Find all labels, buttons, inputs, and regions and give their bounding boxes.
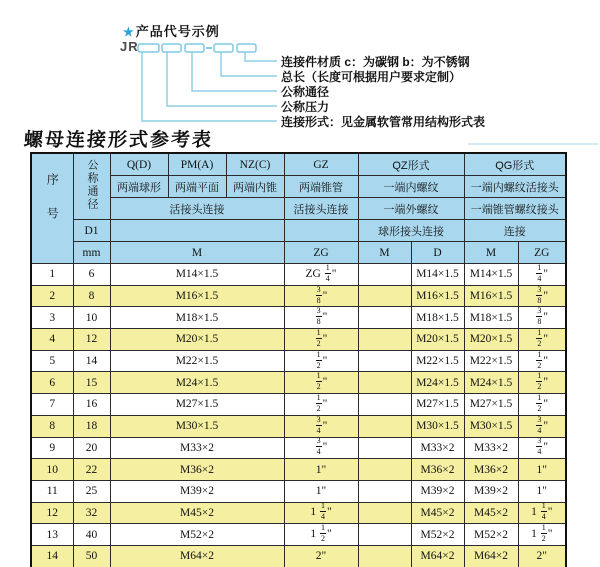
header-seq-label: 序号 xyxy=(45,173,60,241)
cell-m-thread: M14×1.5 xyxy=(110,264,284,286)
cell-dn: 25 xyxy=(73,480,110,502)
cell-gz-zg: $\frac{1}{2}$ " xyxy=(284,350,358,372)
cell-gz-zg: $\frac{1}{2}$ " xyxy=(284,372,358,394)
cell-qz-d: M22×1.5 xyxy=(411,350,464,372)
header-row-1 xyxy=(31,153,566,176)
fraction: $\frac{3}{4}$ xyxy=(537,437,542,457)
fraction: $\frac{3}{8}$ xyxy=(537,285,542,305)
cell-seq: 13 xyxy=(31,524,73,546)
fraction: $\frac{1}{4}$ xyxy=(320,502,325,522)
header-qg-r2: 一端内螺纹活接头 xyxy=(464,176,566,198)
fraction: $\frac{3}{4}$ xyxy=(537,415,542,435)
cell-m-thread: M16×1.5 xyxy=(110,285,284,307)
cell-qz-m xyxy=(358,394,411,416)
cell-qg-zg: $\frac{1}{4}$ " xyxy=(518,264,566,286)
cell-gz-zg: $\frac{1}{2}$ " xyxy=(284,329,358,351)
header-pm-code: PM(A) xyxy=(168,153,226,176)
cell-qz-d: M33×2 xyxy=(411,437,464,459)
header-qg-zg: ZG xyxy=(518,242,566,264)
cell-seq: 10 xyxy=(31,459,73,481)
table-row xyxy=(31,329,566,351)
cell-qg-zg: $\frac{3}{4}$ " xyxy=(518,415,566,437)
cell-qg-zg: 1" xyxy=(518,480,566,502)
cell-seq: 6 xyxy=(31,372,73,394)
cell-m-thread: M30×1.5 xyxy=(110,415,284,437)
header-qz-d: D xyxy=(411,242,464,264)
header-qg-r4: 连接 xyxy=(464,220,566,242)
fraction: $\frac{1}{2}$ xyxy=(316,371,321,392)
table-row xyxy=(31,394,566,416)
fraction: $\frac{1}{4}$ xyxy=(325,263,330,283)
cell-m-thread: M18×1.5 xyxy=(110,307,284,329)
diagram-heading xyxy=(123,21,220,40)
fraction: $\frac{3}{4}$ xyxy=(316,437,321,457)
cell-seq: 9 xyxy=(31,437,73,459)
cell-m-thread: M33×2 xyxy=(110,437,284,459)
header-zg-unit: ZG xyxy=(284,242,358,264)
cell-dn: 32 xyxy=(73,502,110,524)
cell-qg-zg: $\frac{3}{8}$ " xyxy=(518,285,566,307)
fraction: $\frac{1}{2}$ xyxy=(316,393,321,413)
cell-qg-m: M27×1.5 xyxy=(464,394,518,416)
cell-qg-zg: 1 $\frac{1}{2}$ " xyxy=(518,524,566,546)
leader-lines xyxy=(142,52,277,121)
cell-qg-zg: $\frac{1}{2}$ " xyxy=(518,329,566,351)
cell-qg-m: M22×1.5 xyxy=(464,350,518,372)
fraction: $\frac{1}{2}$ xyxy=(537,393,542,413)
cell-seq: 11 xyxy=(31,480,73,502)
cell-qz-m xyxy=(358,350,411,372)
cell-qz-d: M27×1.5 xyxy=(411,394,464,416)
header-nz-sub: 两端内锥 xyxy=(226,176,284,198)
table-row xyxy=(31,524,566,546)
nut-connection-reference-table xyxy=(30,152,567,567)
cell-qz-m xyxy=(358,502,411,524)
header-qz-code: QZ形式 xyxy=(358,153,464,176)
fraction: $\frac{1}{2}$ xyxy=(537,371,542,392)
cell-qg-m: M45×2 xyxy=(464,502,518,524)
table-header xyxy=(31,153,566,264)
cell-qz-d: M24×1.5 xyxy=(411,372,464,394)
cell-gz-zg: $\frac{3}{8}$ " xyxy=(284,307,358,329)
cell-qz-d: M30×1.5 xyxy=(411,415,464,437)
header-row-5 xyxy=(31,242,566,264)
fraction: $\frac{1}{2}$ xyxy=(541,523,546,544)
cell-qg-m: M33×2 xyxy=(464,437,518,459)
code-box-3 xyxy=(185,44,204,52)
fraction: $\frac{1}{4}$ xyxy=(541,502,546,522)
header-gz-sub: 两端锥管 xyxy=(284,176,358,198)
cell-qz-m xyxy=(358,459,411,481)
cell-seq: 8 xyxy=(31,415,73,437)
cell-m-thread: M64×2 xyxy=(110,545,284,567)
cell-qz-m xyxy=(358,545,411,567)
table-row xyxy=(31,415,566,437)
code-box-2 xyxy=(162,44,181,52)
cell-qg-zg: $\frac{1}{2}$ " xyxy=(518,372,566,394)
cell-seq: 3 xyxy=(31,307,73,329)
cell-dn: 50 xyxy=(73,545,110,567)
table-row xyxy=(31,350,566,372)
cell-gz-zg: $\frac{3}{4}$ " xyxy=(284,437,358,459)
cell-m-thread: M36×2 xyxy=(110,459,284,481)
fraction: $\frac{3}{8}$ xyxy=(537,306,542,327)
header-gz-union: 活接头连接 xyxy=(284,198,358,220)
header-empty-2 xyxy=(284,220,358,242)
cell-qz-m xyxy=(358,307,411,329)
diagram-heading-text: 产品代号示例 xyxy=(135,24,220,39)
cell-gz-zg: 1 $\frac{1}{2}$ " xyxy=(284,524,358,546)
table-row xyxy=(31,285,566,307)
cell-qg-zg: $\frac{3}{4}$ " xyxy=(518,437,566,459)
cell-qg-m: M64×2 xyxy=(464,545,518,567)
cell-seq: 1 xyxy=(31,264,73,286)
fraction: $\frac{3}{8}$ xyxy=(316,285,321,305)
label-total-length: 总长（长度可根据用户要求定制） xyxy=(281,70,462,84)
cell-qg-zg: $\frac{1}{2}$ " xyxy=(518,394,566,416)
cell-qz-d: M52×2 xyxy=(411,524,464,546)
cell-dn: 20 xyxy=(73,437,110,459)
cell-gz-zg: 1" xyxy=(284,459,358,481)
cell-qz-m xyxy=(358,524,411,546)
code-box-1 xyxy=(138,44,159,52)
header-mm: mm xyxy=(73,242,110,264)
cell-gz-zg: $\frac{3}{8}$ " xyxy=(284,285,358,307)
cell-gz-zg: 2" xyxy=(284,545,358,567)
header-union3: 活接头连接 xyxy=(110,198,284,220)
header-qz-r4: 球形接头连接 xyxy=(358,220,464,242)
cell-dn: 18 xyxy=(73,415,110,437)
cell-gz-zg: 1" xyxy=(284,480,358,502)
cell-qz-m xyxy=(358,415,411,437)
cell-seq: 5 xyxy=(31,350,73,372)
leader-line-material xyxy=(245,52,277,61)
header-gz-code: GZ xyxy=(284,153,358,176)
table-row xyxy=(31,307,566,329)
header-dn-label: 公称通径 xyxy=(86,159,98,211)
label-nominal-diameter: 公称通径 xyxy=(281,85,330,99)
cell-seq: 7 xyxy=(31,394,73,416)
cell-qg-m: M20×1.5 xyxy=(464,329,518,351)
table-row xyxy=(31,502,566,524)
header-row-2 xyxy=(31,176,566,198)
cell-dn: 10 xyxy=(73,307,110,329)
fraction: $\frac{3}{4}$ xyxy=(316,415,321,435)
cell-qz-m xyxy=(358,480,411,502)
header-pm-sub: 两端平面 xyxy=(168,176,226,198)
header-qg-r3: 一端锥管螺纹接头 xyxy=(464,198,566,220)
cell-seq: 2 xyxy=(31,285,73,307)
cell-qg-m: M16×1.5 xyxy=(464,285,518,307)
cell-qg-m: M30×1.5 xyxy=(464,415,518,437)
cell-qz-d: M36×2 xyxy=(411,459,464,481)
cell-m-thread: M27×1.5 xyxy=(110,394,284,416)
cell-qz-d: M16×1.5 xyxy=(411,285,464,307)
cell-qg-m: M52×2 xyxy=(464,524,518,546)
cell-qz-d: M39×2 xyxy=(411,480,464,502)
star-icon: ★ xyxy=(123,25,135,39)
cell-qz-m xyxy=(358,285,411,307)
label-nominal-pressure: 公称压力 xyxy=(281,100,330,114)
table-row xyxy=(31,372,566,394)
cell-qg-m: M39×2 xyxy=(464,480,518,502)
code-boxes xyxy=(138,44,256,52)
header-seq xyxy=(31,153,73,264)
cell-qz-m xyxy=(358,264,411,286)
table-body xyxy=(31,264,566,567)
leader-line-length xyxy=(221,52,277,76)
cell-gz-zg: $\frac{1}{2}$ " xyxy=(284,394,358,416)
cell-qg-m: M36×2 xyxy=(464,459,518,481)
header-row-4 xyxy=(31,220,566,242)
cell-qg-zg: 1" xyxy=(518,459,566,481)
fraction: $\frac{1}{2}$ xyxy=(316,328,321,348)
cell-gz-zg: ZG $\frac{1}{4}$ " xyxy=(284,264,358,286)
leader-line-diameter xyxy=(192,52,277,91)
header-qz-m: M xyxy=(358,242,411,264)
header-qz-r3: 一端外螺纹 xyxy=(358,198,464,220)
cell-qg-m: M18×1.5 xyxy=(464,307,518,329)
cell-qz-d: M14×1.5 xyxy=(411,264,464,286)
header-empty-1 xyxy=(110,220,284,242)
cell-qg-zg: $\frac{3}{8}$ " xyxy=(518,307,566,329)
fraction: $\frac{1}{2}$ xyxy=(316,350,321,370)
header-row-3 xyxy=(31,198,566,220)
scan-artifact-line xyxy=(468,143,598,145)
cell-seq: 14 xyxy=(31,545,73,567)
header-d1: D1 xyxy=(73,220,110,242)
cell-qz-m xyxy=(358,329,411,351)
header-qz-r2: 一端内螺纹 xyxy=(358,176,464,198)
cell-qz-m xyxy=(358,372,411,394)
cell-qg-m: M24×1.5 xyxy=(464,372,518,394)
cell-qz-d: M64×2 xyxy=(411,545,464,567)
cell-qg-zg: $\frac{1}{2}$ " xyxy=(518,350,566,372)
code-box-5 xyxy=(237,44,256,52)
fraction: $\frac{3}{8}$ xyxy=(316,306,321,327)
label-connection-form: 连接形式：见金属软管常用结构形式表 xyxy=(281,115,486,129)
table-row xyxy=(31,264,566,286)
cell-m-thread: M39×2 xyxy=(110,480,284,502)
cell-qz-d: M18×1.5 xyxy=(411,307,464,329)
fraction: $\frac{1}{4}$ xyxy=(537,263,542,283)
table-row xyxy=(31,459,566,481)
cell-qg-m: M14×1.5 xyxy=(464,264,518,286)
cell-m-thread: M20×1.5 xyxy=(110,329,284,351)
fraction: $\frac{1}{2}$ xyxy=(320,523,325,544)
cell-gz-zg: 1 $\frac{1}{4}$ " xyxy=(284,502,358,524)
cell-qz-d: M20×1.5 xyxy=(411,329,464,351)
cell-dn: 15 xyxy=(73,372,110,394)
cell-dn: 14 xyxy=(73,350,110,372)
header-q-sub: 两端球形 xyxy=(110,176,168,198)
table-row xyxy=(31,437,566,459)
cell-qz-m xyxy=(358,437,411,459)
cell-qg-zg: 1 $\frac{1}{4}$ " xyxy=(518,502,566,524)
cell-m-thread: M45×2 xyxy=(110,502,284,524)
header-q-code: Q(D) xyxy=(110,153,168,176)
label-material: 连接件材质 c：为碳钢 b：为不锈钢 xyxy=(281,55,470,69)
fraction: $\frac{1}{2}$ xyxy=(537,328,542,348)
cell-m-thread: M24×1.5 xyxy=(110,372,284,394)
code-prefix: JR xyxy=(120,39,139,54)
cell-qz-d: M45×2 xyxy=(411,502,464,524)
table-row xyxy=(31,545,566,567)
cell-m-thread: M52×2 xyxy=(110,524,284,546)
code-box-4 xyxy=(214,44,233,52)
header-dn xyxy=(73,153,110,220)
leader-line-pressure xyxy=(167,52,277,106)
header-qg-m: M xyxy=(464,242,518,264)
cell-dn: 12 xyxy=(73,329,110,351)
cell-dn: 6 xyxy=(73,264,110,286)
cell-dn: 22 xyxy=(73,459,110,481)
leader-line-form xyxy=(142,52,277,121)
header-qg-code: QG形式 xyxy=(464,153,566,176)
cell-seq: 12 xyxy=(31,502,73,524)
cell-seq: 4 xyxy=(31,329,73,351)
table-row xyxy=(31,480,566,502)
fraction: $\frac{1}{2}$ xyxy=(537,350,542,370)
cell-dn: 8 xyxy=(73,285,110,307)
cell-qg-zg: 2" xyxy=(518,545,566,567)
header-m-unit: M xyxy=(110,242,284,264)
table-title: 螺母连接形式参考表 xyxy=(23,130,214,151)
cell-gz-zg: $\frac{3}{4}$ " xyxy=(284,415,358,437)
header-nz-code: NZ(C) xyxy=(226,153,284,176)
cell-m-thread: M22×1.5 xyxy=(110,350,284,372)
cell-dn: 16 xyxy=(73,394,110,416)
cell-dn: 40 xyxy=(73,524,110,546)
